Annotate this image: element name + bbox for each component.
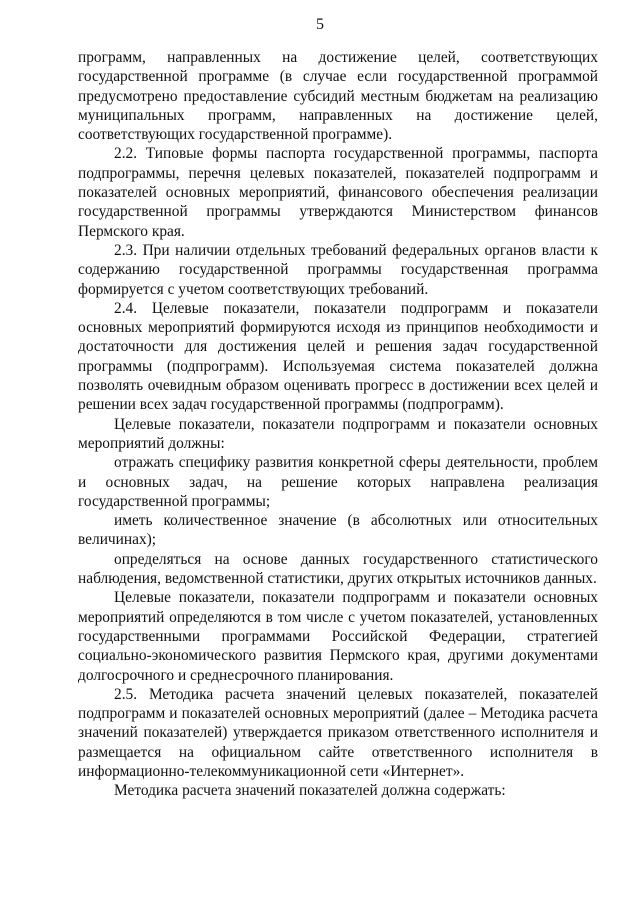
list-item-quantitative: иметь количественное значение (в абсолютных или относительных величинах);: [78, 512, 598, 549]
paragraph-methodology-contents: Методика расчета значений показателей должна содержать:: [114, 782, 506, 800]
paragraph-2-2: 2.2. Типовые формы паспорта государственной программы, паспорта подпрограммы, перечня целевых показателей, показателей подпрограмм и показателей основных мероприятий, финансового обеспечения реализации государственной программы утверждаются Министерством финансов Пермского края.: [78, 145, 598, 240]
paragraph-2-4: 2.4. Целевые показатели, показатели подпрограмм и показатели основных мероприятий формируются исходя из принципов необходимости и достаточности для достижения целей и решения задач государственной программы (подпрограмм). Используемая система показателей должна позволять очевидным образом оценивать прогресс в достижении всех целей и решении всех задач государственной программы (подпрограмм).: [78, 299, 598, 414]
list-item-source-data: определяться на основе данных государственного статистического наблюдения, ведомственной статистики, других открытых источников данных.: [78, 550, 598, 588]
document-body: [78, 48, 598, 801]
paragraph-2-5: 2.5. Методика расчета значений целевых показателей, показателей подпрограмм и показателей основных мероприятий (далее – Методика расчета значений показателей) утверждается приказом ответственного исполнителя и размещается на официальном сайте ответственного исполнителя в информационно-телекоммуникационной сети «Интернет».: [78, 685, 598, 780]
paragraph-indicators-intro: Целевые показатели, показатели подпрограмм и показатели основных мероприятий должны:: [78, 415, 598, 452]
page-number: 5: [316, 16, 324, 33]
paragraph-continuation: программ, направленных на достижение целей, соответствующих государственной программе (в случае если государственной программой предусмотрено предоставление субсидий местным бюджетам на реализацию муниципальных программ, направленных на достижение целей, соответствующих государственной программе).: [78, 49, 598, 144]
list-item-reflect: отражать специфику развития конкретной сферы деятельности, проблем и основных задач, на решение которых направлена реализация государственной программы;: [78, 454, 598, 510]
paragraph-2-3: 2.3. При наличии отдельных требований федеральных органов власти к содержанию государственной программы государственная программа формируется с учетом соответствующих требований.: [78, 241, 598, 298]
paragraph-indicators-basis: Целевые показатели, показатели подпрограмм и показатели основных мероприятий определяются в том числе с учетом показателей, установленных государственными программами Российской Федерации, стратегией социально-экономического развития Пермского края, другими документами долгосрочного и среднесрочного планирования.: [78, 589, 598, 684]
